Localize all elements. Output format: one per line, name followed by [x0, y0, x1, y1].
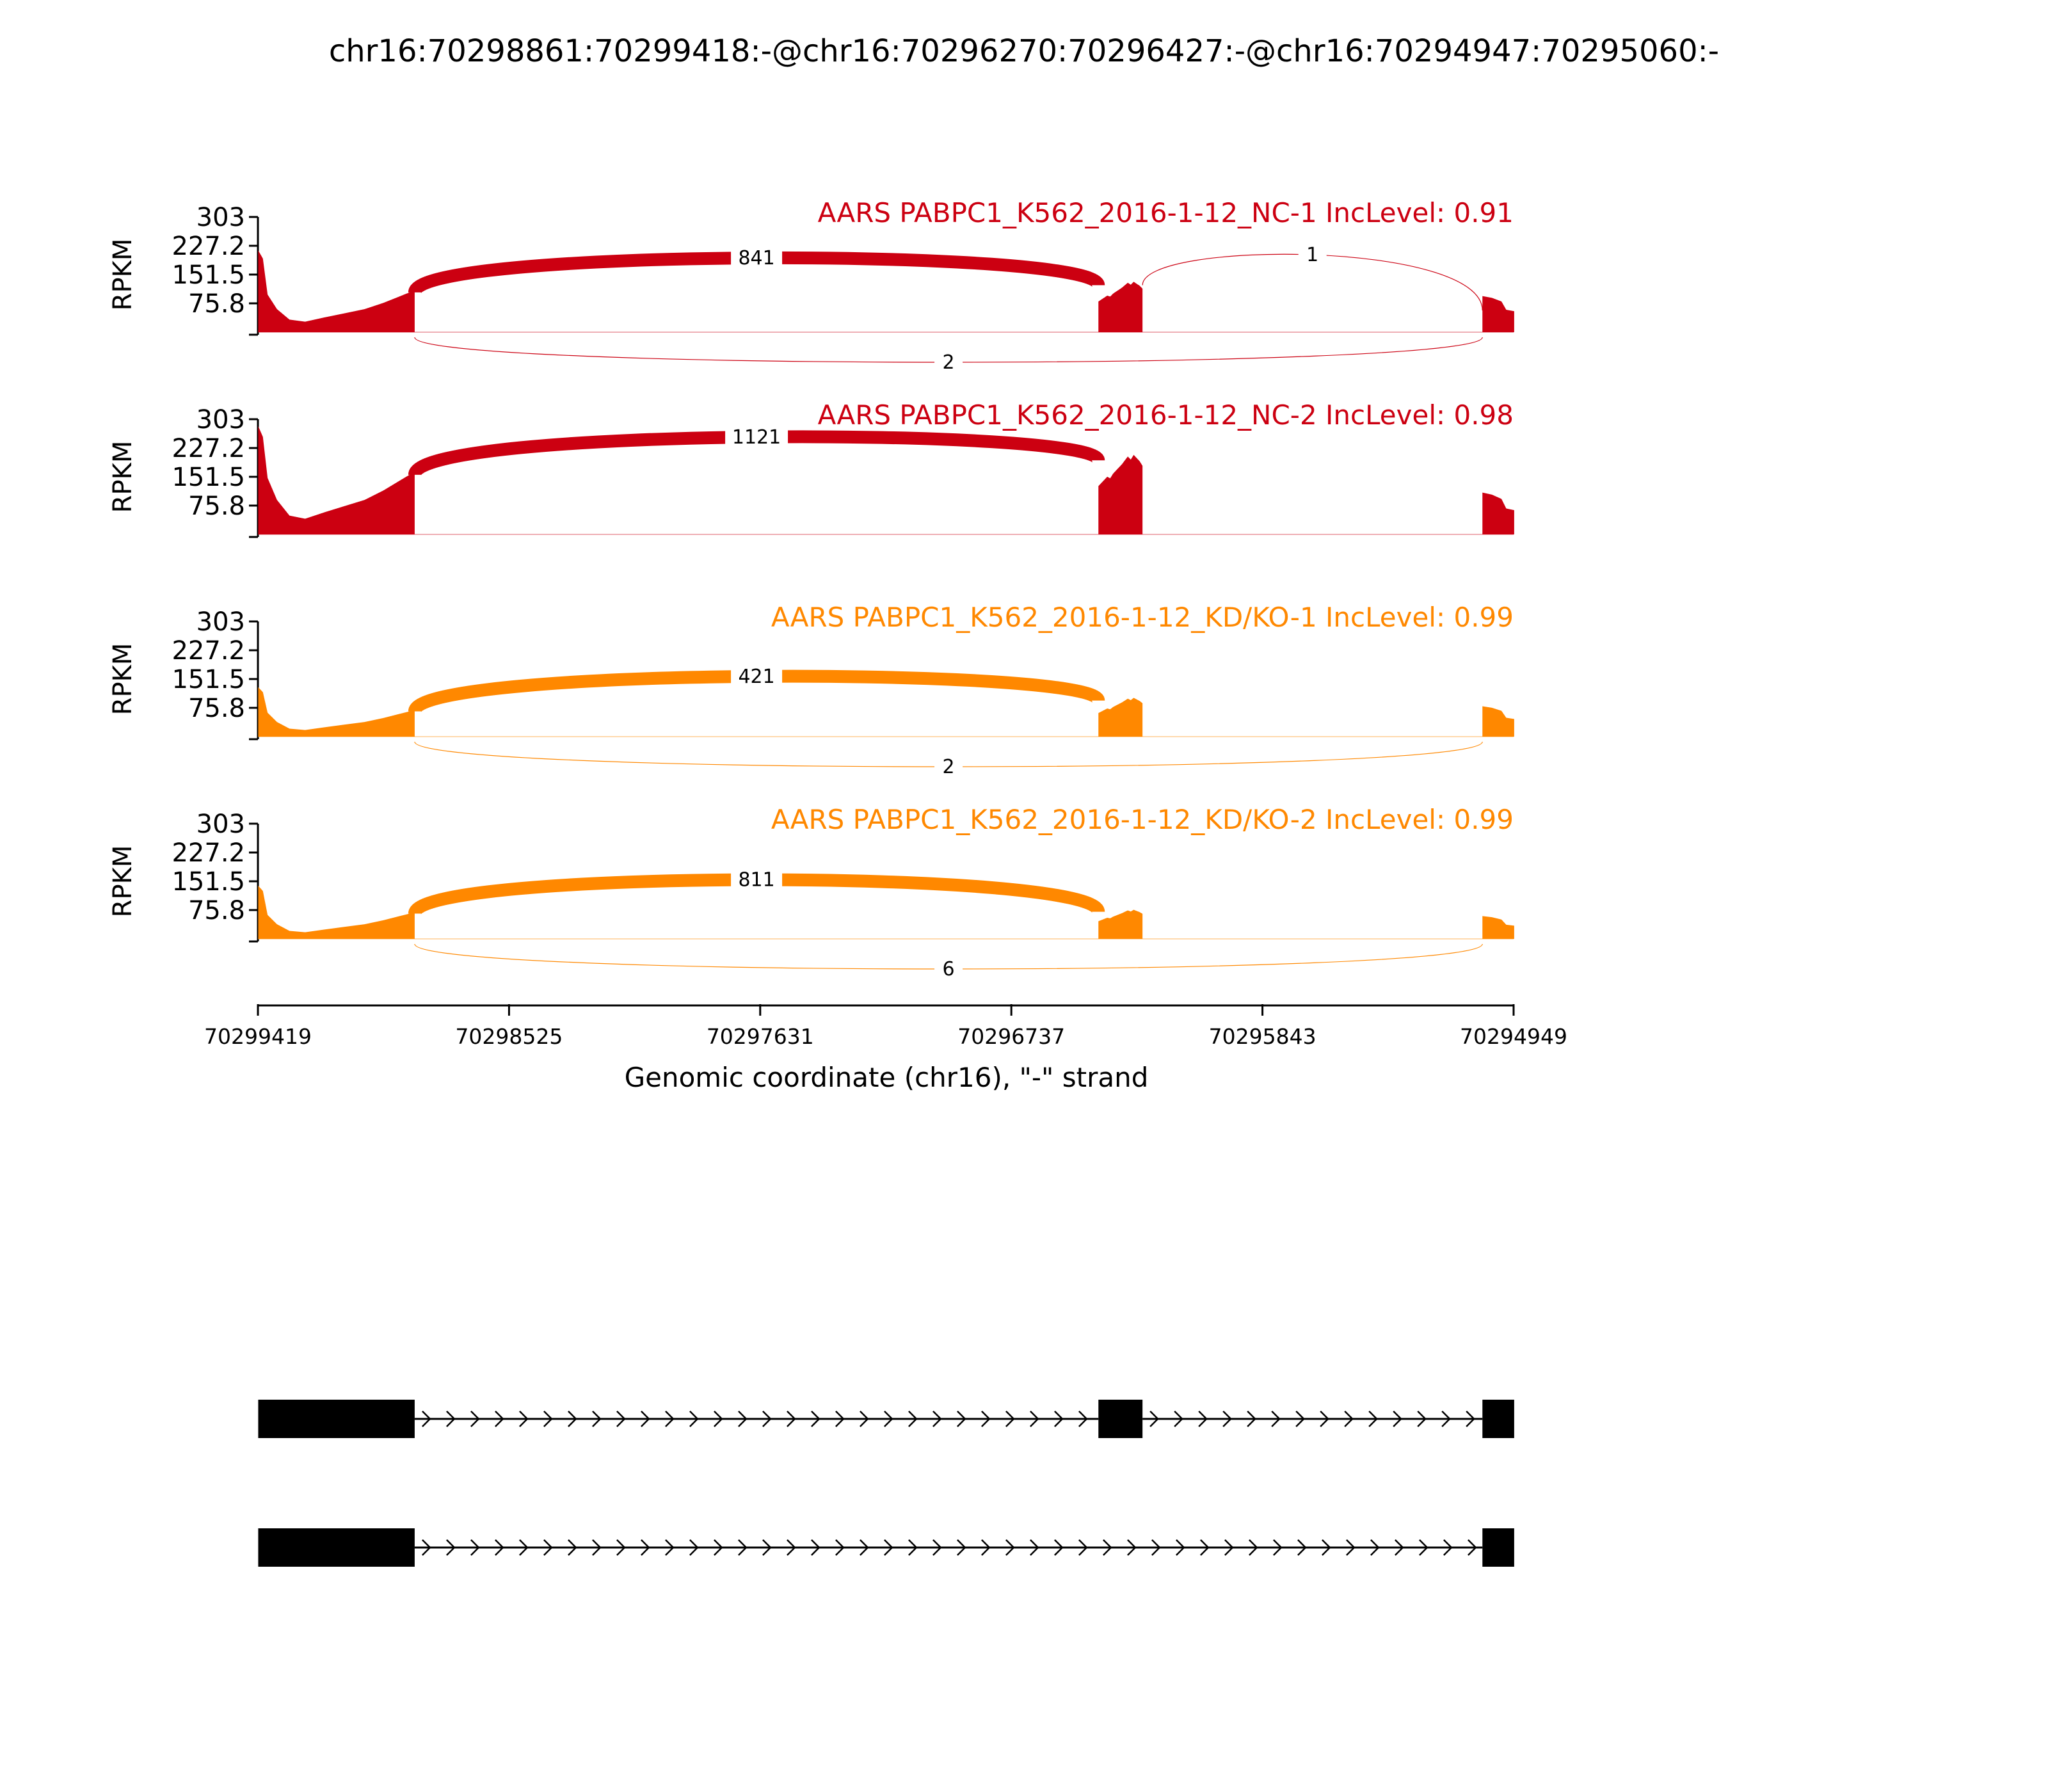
x-axis — [204, 1004, 1567, 1049]
track-title: AARS PABPC1_K562_2016-1-12_NC-2 IncLevel: 0.98 — [817, 399, 1514, 431]
y-tick-label: 303 — [196, 607, 245, 637]
junction-count: 1 — [1306, 244, 1319, 267]
x-tick-label: 70299419 — [204, 1024, 312, 1049]
junction-count: 1121 — [732, 426, 781, 449]
track-1 — [108, 197, 1514, 376]
isoform-models — [258, 1400, 1514, 1567]
y-tick-label: 227.2 — [172, 838, 245, 868]
coverage-exon-2 — [1098, 282, 1142, 332]
coverage-exon-3 — [1482, 493, 1514, 534]
isoform-exon-1 — [258, 1528, 414, 1567]
x-tick-label: 70298525 — [455, 1024, 563, 1049]
y-tick-label: 303 — [196, 203, 245, 232]
junction-count: 6 — [942, 958, 955, 980]
y-tick-label: 151.5 — [172, 665, 245, 694]
coverage-exon-1 — [258, 886, 414, 939]
y-tick-label: 151.5 — [172, 260, 245, 290]
y-axis-label: RPKM — [108, 440, 138, 513]
coverage-exon-1 — [258, 687, 414, 737]
isoform-exon-2 — [1098, 1400, 1142, 1438]
x-tick-label: 70294949 — [1460, 1024, 1567, 1049]
isoform-exon-1 — [258, 1400, 414, 1438]
junction-count: 811 — [738, 868, 775, 892]
inclusion-isoform — [258, 1400, 1514, 1438]
junction-count: 2 — [942, 756, 955, 778]
y-tick-label: 227.2 — [172, 636, 245, 666]
junction-count: 841 — [738, 247, 775, 270]
y-tick-label: 303 — [196, 405, 245, 435]
y-tick-label: 75.8 — [188, 895, 245, 925]
coverage-exon-3 — [1482, 706, 1514, 737]
y-tick-label: 151.5 — [172, 867, 245, 897]
y-axis-label: RPKM — [108, 845, 138, 918]
y-tick-label: 303 — [196, 810, 245, 839]
track-4 — [108, 804, 1514, 983]
track-title: AARS PABPC1_K562_2016-1-12_KD/KO-2 IncLevel: 0.99 — [771, 804, 1514, 835]
coverage-exon-3 — [1482, 296, 1514, 332]
y-axis-label: RPKM — [108, 238, 138, 311]
coverage-exon-1 — [258, 250, 414, 332]
track-title: AARS PABPC1_K562_2016-1-12_NC-1 IncLevel: 0.91 — [817, 197, 1514, 228]
isoform-exon-2 — [1482, 1528, 1514, 1567]
track-3 — [108, 602, 1514, 781]
y-tick-label: 151.5 — [172, 463, 245, 492]
y-axis-label: RPKM — [108, 643, 138, 716]
track-2 — [108, 399, 1514, 537]
y-tick-label: 227.2 — [172, 434, 245, 464]
x-tick-label: 70297631 — [706, 1024, 814, 1049]
isoform-exon-3 — [1482, 1400, 1514, 1438]
coverage-exon-1 — [258, 426, 414, 534]
y-tick-label: 75.8 — [188, 693, 245, 723]
coverage-exon-3 — [1482, 916, 1514, 939]
track-title: AARS PABPC1_K562_2016-1-12_KD/KO-1 IncLevel: 0.99 — [771, 602, 1514, 633]
coverage-exon-2 — [1098, 698, 1142, 737]
y-tick-label: 75.8 — [188, 491, 245, 521]
x-tick-label: 70295843 — [1208, 1024, 1316, 1049]
y-tick-label: 75.8 — [188, 289, 245, 319]
junction-count: 421 — [738, 665, 775, 688]
x-tick-label: 70296737 — [957, 1024, 1066, 1049]
coverage-tracks — [108, 197, 1514, 983]
y-tick-label: 227.2 — [172, 232, 245, 262]
coverage-exon-2 — [1098, 455, 1142, 534]
skipping-isoform — [258, 1528, 1514, 1567]
x-axis-label: Genomic coordinate (chr16), "-" strand — [624, 1062, 1149, 1093]
coverage-exon-2 — [1098, 910, 1142, 939]
junction-count: 2 — [942, 351, 955, 374]
figure-title: chr16:70298861:70299418:-@chr16:70296270:70296427:-@chr16:70294947:70295060:- — [328, 33, 1720, 69]
